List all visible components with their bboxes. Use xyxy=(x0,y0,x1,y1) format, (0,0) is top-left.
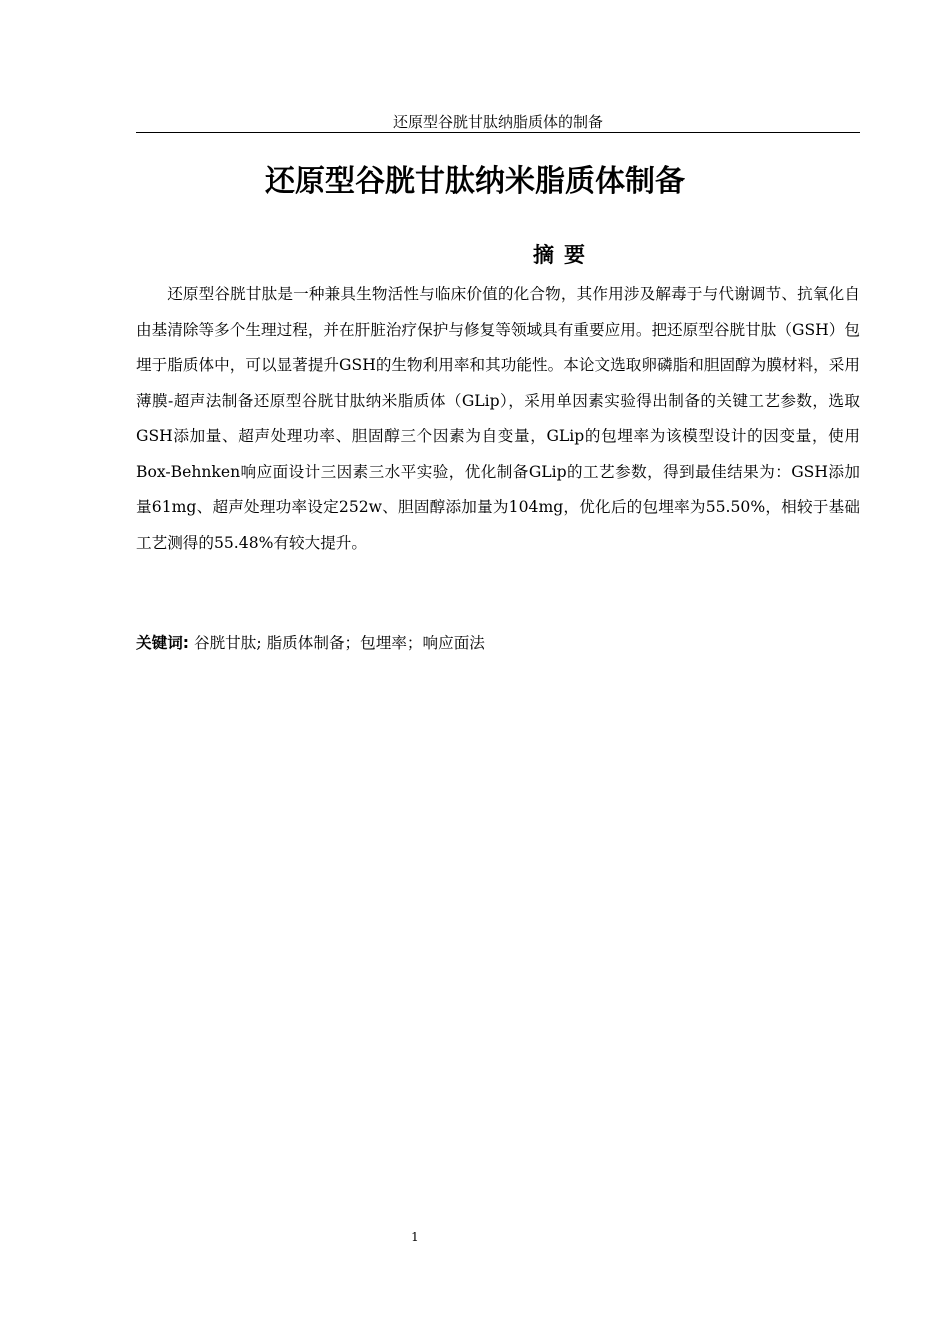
abstract-heading: 摘要 xyxy=(533,243,595,267)
keywords-line xyxy=(136,628,860,658)
keywords-label: 关键词: xyxy=(136,634,190,652)
page-number: 1 xyxy=(411,1230,419,1244)
paper-title: 还原型谷胱甘肽纳米脂质体制备 xyxy=(265,164,685,199)
abstract-body: 还原型谷胱甘肽是一种兼具生物活性与临床价值的化合物，其作用涉及解毒于与代谢调节、抗氧化自由基清除等多个生理过程，并在肝脏治疗保护与修复等领域具有重要应用。把还原型谷胱甘肽（GSH）包埋于脂质体中，可以显著提升GSH的生物利用率和其功能性。本论文选取卵磷脂和胆固醇为膜材料，采用薄膜-超声法制备还原型谷胱甘肽纳米脂质体（GLip），采用单因素实验得出制备的关键工艺参数，选取GSH添加量、超声处理功率、胆固醇三个因素为自变量，GLip的包埋率为该模型设计的因变量，使用Box-Behnken响应面设计三因素三水平实验，优化制备GLip的工艺参数，得到最佳结果为：GSH添加量61mg、超声处理功率设定252w、胆固醇添加量为104mg，优化后的包埋率为55.50%，相较于基础工艺测得的55.48%有较大提升。 xyxy=(136,285,860,552)
running-header: 还原型谷胱甘肽纳脂质体的制备 xyxy=(136,112,860,133)
keywords-text: 谷胱甘肽; 脂质体制备；包埋率；响应面法 xyxy=(189,634,485,652)
